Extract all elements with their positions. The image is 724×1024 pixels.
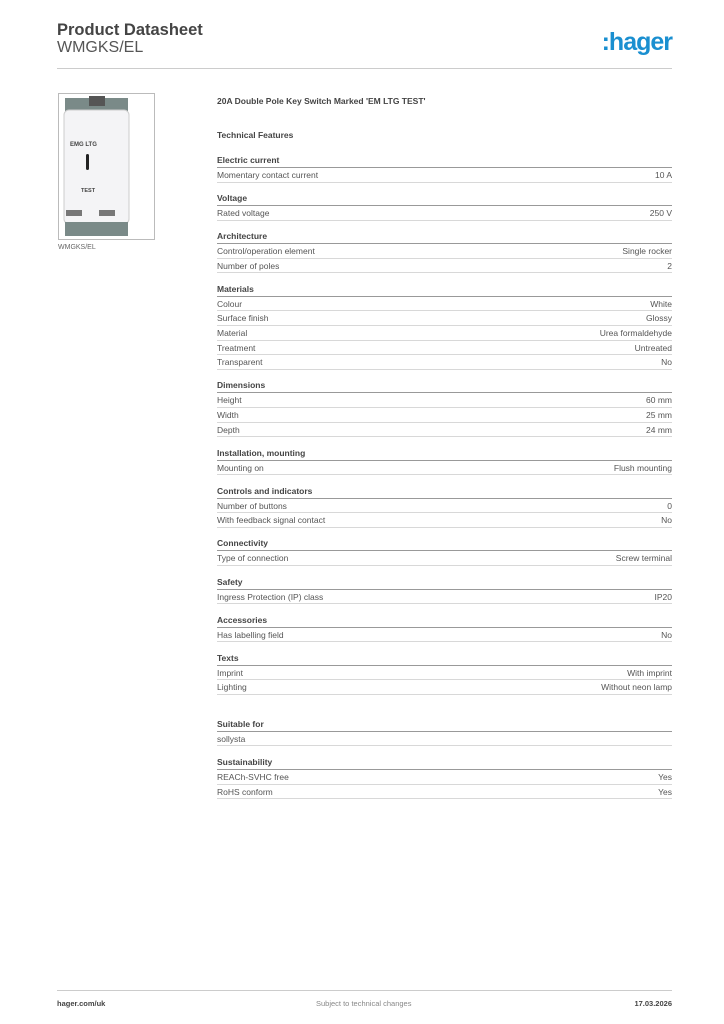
- spec-label: Number of poles: [217, 260, 280, 271]
- spec-value: Urea formaldehyde: [599, 328, 672, 339]
- spec-value: With imprint: [627, 667, 672, 678]
- section-heading: Dimensions: [217, 379, 672, 393]
- spec-section: [217, 756, 672, 799]
- spec-section: [217, 230, 672, 273]
- footer-divider: [57, 990, 672, 991]
- spec-table: [217, 154, 672, 809]
- spec-row: [217, 628, 672, 643]
- spec-row: [217, 297, 672, 312]
- section-heading: Suitable for: [217, 718, 672, 732]
- spec-row: [217, 259, 672, 274]
- spec-label: RoHS conform: [217, 786, 273, 797]
- spec-value: 24 mm: [646, 424, 672, 435]
- spec-label: Material: [217, 328, 248, 339]
- page-title: Product Datasheet: [57, 21, 203, 39]
- spec-section: [217, 379, 672, 437]
- spec-row: [217, 168, 672, 183]
- product-name: 20A Double Pole Key Switch Marked 'EM LTG TEST': [217, 96, 426, 106]
- section-heading: Voltage: [217, 192, 672, 206]
- spec-label: Colour: [217, 298, 243, 309]
- spec-value: 0: [667, 500, 672, 511]
- spec-section: [217, 576, 672, 605]
- spec-label: Mounting on: [217, 462, 264, 473]
- spec-row: [217, 499, 672, 514]
- spec-row: [217, 666, 672, 681]
- spec-value: 250 V: [649, 208, 672, 219]
- section-heading: Controls and indicators: [217, 485, 672, 499]
- spec-label: Transparent: [217, 357, 263, 368]
- spec-label: Surface finish: [217, 313, 269, 324]
- spec-row: [217, 206, 672, 221]
- image-label-bottom: TEST: [81, 188, 96, 194]
- spec-row: [217, 785, 672, 800]
- spec-row: [217, 408, 672, 423]
- spec-row: [217, 732, 672, 747]
- image-caption: WMGKS/EL: [58, 244, 96, 251]
- section-heading: Accessories: [217, 614, 672, 628]
- spec-row: [217, 311, 672, 326]
- product-image: [58, 93, 155, 240]
- header-divider: [57, 68, 672, 69]
- image-label-top: EMG LTG: [70, 142, 97, 148]
- spec-section: [217, 652, 672, 695]
- spec-section: [217, 537, 672, 566]
- spec-row: [217, 355, 672, 370]
- spec-section: [217, 485, 672, 528]
- technical-features-heading: Technical Features: [217, 130, 294, 140]
- spec-value: Screw terminal: [615, 553, 672, 564]
- spec-value: 25 mm: [646, 409, 672, 420]
- spec-row: [217, 461, 672, 476]
- spec-value: Yes: [658, 771, 672, 782]
- spec-section: [217, 718, 672, 747]
- spec-value: White: [650, 298, 672, 309]
- spec-row: [217, 770, 672, 785]
- section-heading: Materials: [217, 283, 672, 297]
- spec-value: Without neon lamp: [601, 682, 672, 693]
- spec-section: [217, 614, 672, 643]
- spec-row: [217, 551, 672, 566]
- spec-value: 60 mm: [646, 395, 672, 406]
- spec-label: Rated voltage: [217, 208, 270, 219]
- hager-logo: :hager: [601, 28, 672, 56]
- spec-label: Imprint: [217, 667, 243, 678]
- footer-website[interactable]: hager.com/uk: [57, 999, 106, 1008]
- spec-section: [217, 154, 672, 183]
- spec-label: Depth: [217, 424, 240, 435]
- spec-section: [217, 192, 672, 221]
- spec-value: No: [661, 357, 672, 368]
- spec-label: Treatment: [217, 342, 256, 353]
- spec-section: [217, 447, 672, 476]
- section-heading: Texts: [217, 652, 672, 666]
- spec-label: Width: [217, 409, 239, 420]
- footer-note: Subject to technical changes: [316, 999, 412, 1008]
- spec-value: Yes: [658, 786, 672, 797]
- spec-label: REACh-SVHC free: [217, 771, 289, 782]
- footer-date: 17.03.2026: [634, 999, 672, 1008]
- spec-label: Number of buttons: [217, 500, 287, 511]
- section-heading: Sustainability: [217, 756, 672, 770]
- spec-value: Glossy: [646, 313, 672, 324]
- spec-value: No: [661, 629, 672, 640]
- spec-value: No: [661, 515, 672, 526]
- spec-row: [217, 680, 672, 695]
- spec-row: [217, 326, 672, 341]
- spec-label: Momentary contact current: [217, 170, 319, 180]
- spec-value: 2: [667, 260, 672, 271]
- spec-value: Single rocker: [622, 246, 672, 257]
- spec-row: [217, 590, 672, 605]
- spec-value: Untreated: [634, 342, 672, 353]
- section-heading: Architecture: [217, 230, 672, 244]
- spec-row: [217, 244, 672, 259]
- spec-label: Control/operation element: [217, 246, 315, 257]
- spec-value: Flush mounting: [613, 462, 672, 473]
- spec-row: [217, 341, 672, 356]
- spec-label: sollysta: [217, 733, 246, 744]
- spec-label: Type of connection: [217, 553, 289, 564]
- spec-row: [217, 423, 672, 438]
- spec-value: 10 A: [654, 170, 672, 180]
- section-heading: Connectivity: [217, 537, 672, 551]
- spec-row: [217, 513, 672, 528]
- spec-label: Ingress Protection (IP) class: [217, 591, 324, 602]
- spec-label: Has labelling field: [217, 629, 284, 640]
- spec-section: [217, 283, 672, 370]
- spec-value: IP20: [654, 591, 672, 602]
- section-heading: Electric current: [217, 154, 672, 168]
- spec-row: [217, 393, 672, 408]
- section-heading: Installation, mounting: [217, 447, 672, 461]
- section-heading: Safety: [217, 576, 672, 590]
- spec-label: With feedback signal contact: [217, 515, 326, 526]
- product-code: WMGKS/EL: [57, 39, 144, 56]
- spec-label: Height: [217, 395, 242, 406]
- spec-label: Lighting: [217, 682, 247, 693]
